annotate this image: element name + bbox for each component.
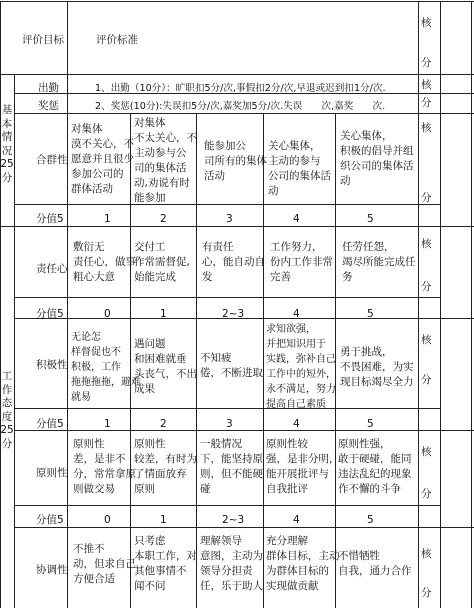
sociability-score-2: 2 bbox=[160, 213, 167, 225]
table-line bbox=[335, 113, 336, 226]
sociability-score-1: 1 bbox=[104, 213, 111, 225]
coordination-level-4: 充分理解 群体目标，主动 为群体目标的 实现做贡献 bbox=[266, 535, 340, 592]
verify-score-mark-7: 分 bbox=[421, 587, 432, 599]
sociability-label: 合群性 bbox=[36, 154, 68, 166]
table-line bbox=[0, 74, 474, 75]
table-line bbox=[263, 430, 264, 527]
responsibility-score-2: 1 bbox=[160, 308, 167, 320]
initiative-level-4: 求知欲强， 并把知识用于 实践，弥补自己 工作中的短外， 永不满足，努力 提高自己素质 bbox=[266, 324, 336, 410]
attendance-text: 1、出勤（10分）：旷职扣5分/次,事假扣2分/次,早退或迟到扣1分/次. bbox=[95, 83, 386, 94]
sociability-score-label: 分值5 bbox=[36, 213, 64, 225]
initiative-score-2: 2 bbox=[160, 418, 167, 430]
verify-mark-4: 核 bbox=[421, 238, 432, 250]
table-line bbox=[14, 430, 474, 431]
responsibility-level-4: 工作努力， 份内工作非常 完善 bbox=[270, 241, 333, 283]
verify-mark-7: 核 bbox=[421, 548, 432, 560]
responsibility-level-5: 任劳任怨， 竭尽所能完成任 务 bbox=[342, 241, 416, 283]
principle-score-4: 4 bbox=[293, 514, 300, 526]
sociability-score-4: 4 bbox=[293, 213, 300, 225]
verify-score-mark-5: 分 bbox=[421, 374, 432, 386]
sociability-level-4: 关心集体， 主动的参与 公司的集体活 动 bbox=[268, 140, 331, 197]
sociability-level-5: 关心集体， 积极的倡导并组 织公司的集体活 动 bbox=[340, 130, 414, 187]
responsibility-score-label: 分值5 bbox=[36, 308, 64, 320]
initiative-score-label: 分值5 bbox=[36, 418, 64, 430]
responsibility-score-1: 0 bbox=[104, 308, 111, 320]
reward-text: 2、奖惩(10分):失误扣5分/次,嘉奖加5分/次.失误 次,嘉奖 次. bbox=[95, 101, 386, 112]
group-attitude: 工 作 态 度 25 分 bbox=[0, 370, 14, 450]
verify-mark-1: 核 bbox=[421, 17, 432, 29]
verify-score-mark-3: 分 bbox=[421, 192, 432, 204]
header-goal: 评价目标 bbox=[22, 34, 64, 46]
table-line bbox=[0, 1, 474, 2]
principle-score-label: 分值5 bbox=[36, 514, 64, 526]
initiative-label: 积极性 bbox=[36, 359, 68, 371]
coordination-level-1: 不推不 动，但求自己 方便合适 bbox=[73, 543, 136, 585]
verify-score-mark-4: 分 bbox=[421, 281, 432, 293]
table-line bbox=[14, 204, 440, 205]
table-line bbox=[263, 318, 264, 430]
table-line bbox=[67, 1, 68, 608]
sociability-level-2: 对集体 不太关心，不 主动参与公 司的集体活 动,劝说有时 能参加 bbox=[134, 117, 197, 204]
table-line bbox=[14, 505, 440, 506]
coordination-level-5: 不惜牺牲 自我，通力合作 bbox=[338, 550, 412, 577]
principle-score-1: 0 bbox=[104, 514, 111, 526]
coordination-level-2: 只考虑 本职工作，对 其他事情不 闻不问 bbox=[134, 535, 197, 592]
initiative-level-1: 无论怎 样督促也不 积极，工作 拖拖拖拖，避难 就易 bbox=[71, 332, 141, 403]
initiative-score-3: 3 bbox=[226, 418, 233, 430]
verify-score-mark-1: 分 bbox=[421, 57, 432, 69]
table-line bbox=[0, 226, 474, 227]
responsibility-score-5: 5 bbox=[367, 308, 374, 320]
attendance-label: 出勤 bbox=[38, 82, 59, 94]
principle-level-5: 原则性强， 敢于硬碰，能同 违法乱纪的现象 作不懈的斗争 bbox=[338, 438, 412, 495]
table-line bbox=[440, 1, 441, 608]
principle-score-2: 1 bbox=[160, 514, 167, 526]
principle-level-3: 一般情况 下，能坚持原 则，但不能硬 碰 bbox=[200, 438, 263, 495]
sociability-level-3: 能参加公 司所有的集体 活动 bbox=[204, 140, 267, 182]
principle-score-5: 5 bbox=[367, 514, 374, 526]
verify-mark-6: 核 bbox=[421, 446, 432, 458]
principle-level-4: 原则性较 强，是非分明， 能开展批评与 自我批评 bbox=[266, 438, 340, 495]
principle-score-3: 2~3 bbox=[222, 514, 245, 526]
sociability-level-1: 对集体 漠不关心，不 愿意并且很少 参加公司的 群体活动 bbox=[71, 123, 134, 195]
responsibility-score-4: 4 bbox=[293, 308, 300, 320]
table-line bbox=[0, 1, 1, 608]
initiative-score-5: 5 bbox=[367, 418, 374, 430]
table-line bbox=[14, 74, 15, 608]
principle-level-2: 原则性 较差，有时为 了情面放弃 原则 bbox=[134, 438, 197, 495]
table-line bbox=[471, 1, 472, 608]
verify-score-mark-6: 分 bbox=[421, 488, 432, 500]
initiative-score-4: 4 bbox=[293, 418, 300, 430]
table-line bbox=[335, 226, 336, 318]
coordination-label: 协调性 bbox=[36, 564, 68, 576]
reward-label: 奖惩 bbox=[38, 100, 59, 112]
header-standard: 评价标准 bbox=[96, 34, 138, 46]
coordination-level-3: 理解领导 意图，主动为 领导分担责 任，乐于助人 bbox=[200, 535, 263, 592]
sociability-score-5: 5 bbox=[367, 213, 374, 225]
initiative-level-5: 勇于挑战， 不畏困难，为实 现目标竭尽全力 bbox=[340, 346, 414, 388]
responsibility-level-2: 交付工 作常需督促, 始能完成 bbox=[134, 241, 190, 283]
table-line bbox=[196, 226, 197, 318]
responsibility-level-1: 敷衍无 责任心，做事 粗心大意 bbox=[73, 241, 136, 283]
principle-label: 原则性 bbox=[36, 467, 68, 479]
table-line bbox=[14, 297, 440, 298]
responsibility-label: 责任心 bbox=[36, 263, 68, 275]
table-line bbox=[418, 1, 419, 608]
initiative-level-2: 遇问题 和困难就垂 头丧气，不出 成果 bbox=[134, 338, 197, 395]
initiative-score-1: 1 bbox=[104, 418, 111, 430]
responsibility-score-3: 2~3 bbox=[222, 308, 245, 320]
initiative-level-3: 不知疲 倦，不断进取 bbox=[200, 352, 263, 379]
verify-mark-3: 核 bbox=[421, 122, 432, 134]
responsibility-level-3: 有责任 心，能自动自 发 bbox=[202, 241, 265, 283]
verify-mark-2: 核 bbox=[421, 79, 432, 91]
verify-score-mark-2: 分 bbox=[421, 97, 432, 109]
table-line bbox=[263, 527, 264, 608]
group-basic: 基 本 情 况 25 分 bbox=[0, 104, 14, 184]
table-line bbox=[14, 408, 440, 409]
verify-mark-5: 核 bbox=[421, 334, 432, 346]
principle-level-1: 原则性 差，是非不 分，常常拿原 则做交易 bbox=[73, 438, 136, 495]
sociability-score-3: 3 bbox=[226, 213, 233, 225]
